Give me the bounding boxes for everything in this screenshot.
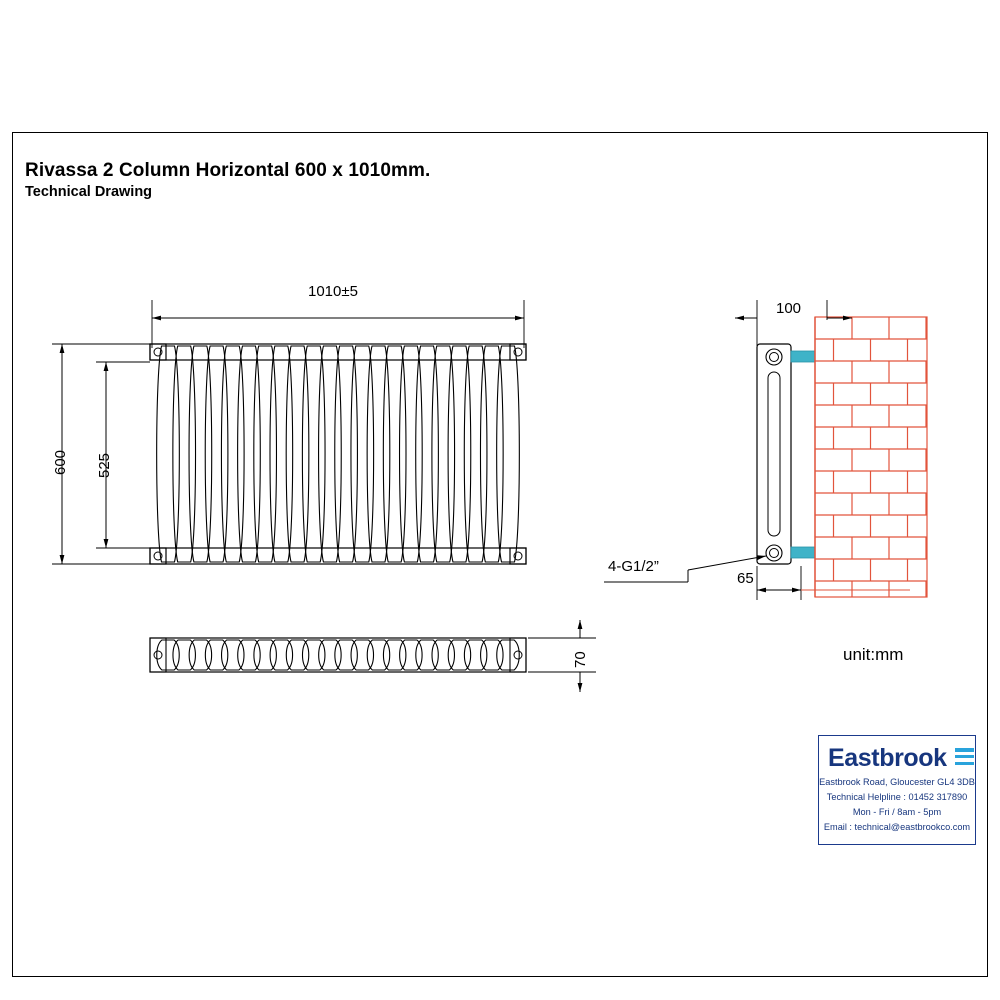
company-address: Eastbrook Road, Gloucester GL4 3DB <box>819 777 975 787</box>
dimension-label-height-centres: 525 <box>96 452 113 478</box>
dimension-label-wall-offset: 65 <box>737 570 754 587</box>
dimension-label-depth-side: 100 <box>776 300 802 317</box>
page-title: Rivassa 2 Column Horizontal 600 x 1010mm. <box>25 160 431 181</box>
company-contact-block <box>818 775 976 835</box>
company-helpline: Technical Helpline : 01452 317890 <box>826 792 968 802</box>
company-hours: Mon - Fri / 8am - 5pm <box>852 807 942 817</box>
logo-bars-icon <box>955 748 974 767</box>
brand-name: Eastbrook <box>828 744 947 772</box>
connection-label: 4-G1/2” <box>608 558 659 575</box>
company-email: Email : technical@eastbrookco.com <box>823 822 971 832</box>
dimension-label-depth-plan: 70 <box>572 651 589 668</box>
unit-note: unit:mm <box>843 645 904 664</box>
dimension-label-width: 1010±5 <box>308 283 358 300</box>
drawing-frame <box>12 132 988 977</box>
page-subtitle: Technical Drawing <box>25 184 153 200</box>
dimension-label-height-overall: 600 <box>52 449 69 475</box>
